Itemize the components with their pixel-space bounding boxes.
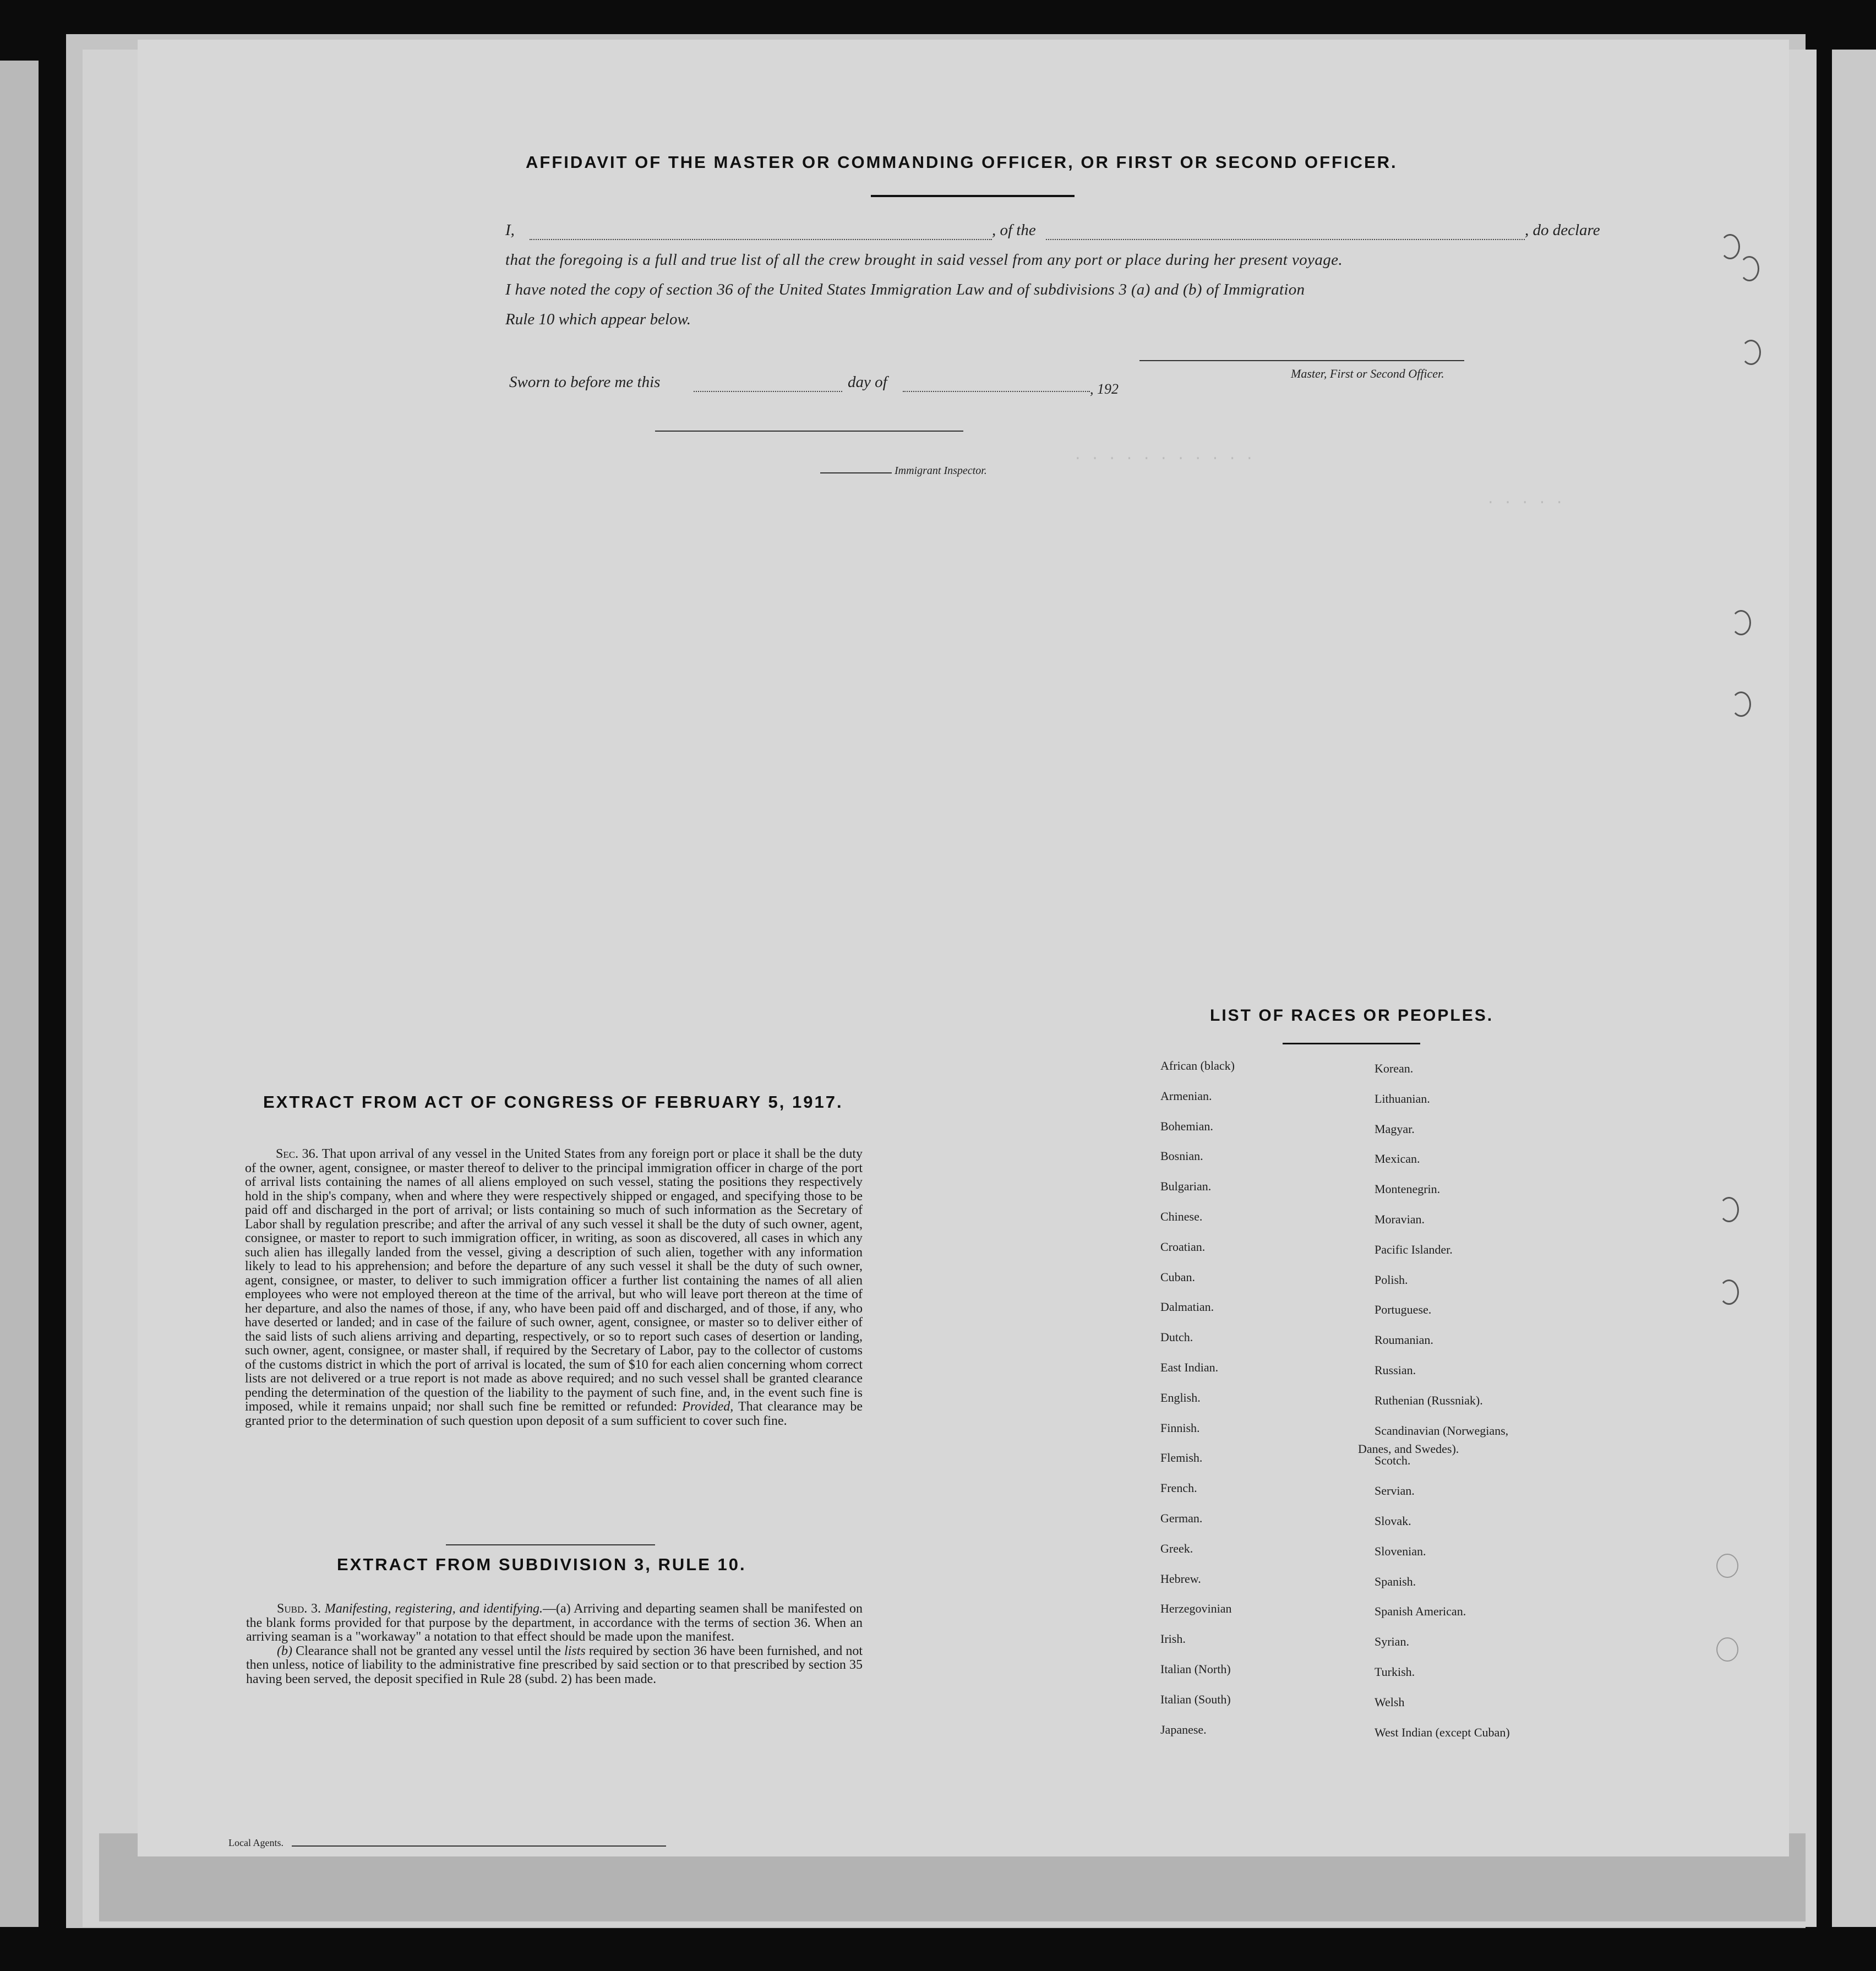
race-item-left: Dutch. [1160,1330,1193,1344]
binder-hole [1719,1197,1739,1222]
race-item-left: Italian (South) [1160,1692,1231,1706]
vessel-field[interactable] [1046,239,1525,240]
right-page-edge [1832,50,1876,1927]
left-page-edge [0,61,39,1927]
subd-label: Subd. 3. [277,1602,321,1616]
extract-act-heading: EXTRACT FROM ACT OF CONGRESS OF FEBRUARY 5, 1917. [263,1092,843,1112]
affidavit-line-2: that the foregoing is a full and true list of all the crew brought in said vessel from any port or place during her present voyage. [505,251,1343,269]
manifest-sheet [138,40,1789,1856]
inspector-label: Immigrant Inspector. [895,465,987,477]
race-item-left: Cuban. [1160,1270,1195,1284]
race-item-right: Scandinavian (Norwegians, [1375,1423,1509,1438]
heading-rule [871,195,1075,197]
part-a-text: Arriving and departing seamen shall be manifested on the blank forms provided for that purpose by the department, in accordance with the terms of section 36. When an arriving seaman is a "workaway" a notation to that effect should be made upon the manifest. [246,1602,863,1644]
race-item-right: Spanish American. [1375,1604,1466,1619]
race-item-right: Syrian. [1375,1635,1409,1649]
race-item-right: Pacific Islander. [1375,1242,1453,1256]
part-b-label: (b) [277,1643,292,1658]
declare-label: , do declare [1525,221,1600,239]
race-item-right: Ruthenian (Russniak). [1375,1393,1483,1407]
race-item-left: Armenian. [1160,1088,1212,1103]
race-item-left: English. [1160,1390,1201,1404]
sworn-prefix: Sworn to before me this [509,373,661,391]
day-of-label: day of [848,373,887,391]
race-item-right: Moravian. [1375,1212,1425,1226]
subd-title: Manifesting, registering, and identifying. [324,1602,543,1616]
race-item-right: Spanish. [1375,1574,1416,1588]
race-item-left: African (black) [1160,1059,1235,1072]
binder-hole [1716,1637,1738,1662]
affidavit-line-1 [505,221,515,239]
races-heading-rule [1283,1043,1420,1044]
provided-label: Provided, [682,1400,734,1414]
race-item-right: Lithuanian. [1375,1091,1430,1106]
race-item-right: Mexican. [1375,1152,1420,1166]
bleed-through-text: . . . . . [1486,491,1564,508]
inspector-signature-line[interactable] [655,431,963,432]
race-item-left: German. [1160,1511,1203,1525]
part-b-lists: lists [564,1643,586,1658]
rule-10-text [246,1602,863,1686]
race-item-right: Slovak. [1375,1514,1411,1528]
race-item-left: Chinese. [1160,1210,1203,1223]
race-item-right: Portuguese. [1375,1303,1432,1317]
race-item-right: Welsh [1375,1695,1405,1709]
race-item-left: Bohemian. [1160,1119,1213,1133]
race-item-right: Polish. [1375,1272,1408,1287]
race-item-right: Magyar. [1375,1121,1415,1136]
race-item-continued: Danes, and Swedes). [1358,1442,1459,1456]
inspector-dash [820,472,892,473]
sec-body-end: That clearance may be granted prior to the determination of such question upon deposit of a sum sufficient to cover such fine. [245,1400,863,1428]
race-item-left: French. [1160,1481,1197,1495]
part-a-label: —(a) [543,1602,571,1616]
race-item-right: Slovenian. [1375,1544,1426,1558]
race-item-left: Finnish. [1160,1420,1200,1435]
race-item-left: East Indian. [1160,1360,1219,1374]
sworn-day-field[interactable] [694,391,842,392]
race-item-right: Montenegrin. [1375,1182,1441,1196]
race-item-left: Irish. [1160,1632,1186,1646]
sec-body: That upon arrival of any vessel in the United States from any foreign port or place it shall be the duty of the owner, agent, consignee, or master thereof to deliver to the principal immigration officer in charge of the port of arrival lists containing the names of all aliens employed on such vessel, stating the positions they respectively hold in the ship's company, when and where they were respectively shipped or engaged, and specifying those to be paid off and discharged in the port of arrival; or lists containing so much of such information as the Secretary of Labor shall by regulation prescribe; and after the arrival of any such vessel it shall be the duty of such owner, agent, consignee, or master to report to such immigration officer, in writing, as soon as discovered, all cases in which any such alien has illegally landed from the vessel, giving a description of such alien, together with any information likely to lead to his apprehension; and before the departure of any such vessel it shall be the duty of such owner, agent, consignee, or master, to deliver to such immigration officer a further list containing the names of all alien employees who were not employed thereon at the time of the arrival, but who will leave port thereon at the time of her departure, and also the names of those, if any, who have been paid off and discharged, and of those, if any, who have deserted or landed; and in case of the failure of such owner, agent, consignee, or master so to deliver either of the said lists of such aliens arriving and departing, respectively, or so to report such cases of desertion or landing, such owner, agent, consignee, or master shall, if required by the Secretary of Labor, pay to the collector of customs of the customs district in which the port of arrival is located, the sum of $10 for each alien concerning whom correct lists are not delivered or a true report is not made as above required; and no such vessel shall be granted clearance pending the determination of the question of the liability to the payment of such fine, and, in the event such fine is imposed, while it remains unpaid; nor shall such fine be remitted or refunded: [245,1147,863,1414]
race-item-right: Turkish. [1375,1665,1415,1679]
race-item-right: Korean. [1375,1061,1414,1075]
binder-hole [1720,234,1740,259]
master-signature-line[interactable] [1139,360,1464,361]
race-item-left: Italian (North) [1160,1662,1231,1676]
affidavit-line-4: Rule 10 which appear below. [505,311,691,328]
race-item-left: Greek. [1160,1541,1193,1555]
of-the-label: , of the [992,221,1036,239]
year-label: , 192 [1090,381,1119,397]
race-item-left: Bosnian. [1160,1149,1203,1163]
race-item-right: West Indian (except Cuban) [1375,1725,1510,1739]
affidavit-heading: AFFIDAVIT OF THE MASTER OR COMMANDING OFFICER, OR FIRST OR SECOND OFFICER. [526,153,1398,172]
race-item-right: Russian. [1375,1363,1416,1377]
master-label: Master, First or Second Officer. [1291,367,1444,380]
race-item-left: Dalmatian. [1160,1300,1214,1314]
binder-hole [1716,1554,1738,1578]
bleed-through-text: . . . . . . . . . . . [1073,447,1254,464]
affidavit-i: I, [505,221,515,239]
part-b-text-1: Clearance shall not be granted any vessel until the [296,1643,561,1658]
race-item-right: Scotch. [1375,1453,1411,1468]
sec-label: Sec. 36. [276,1147,319,1161]
race-item-left: Flemish. [1160,1451,1203,1465]
binder-hole [1719,1279,1739,1305]
race-item-right: Roumanian. [1375,1333,1433,1347]
extract-rule-heading: EXTRACT FROM SUBDIVISION 3, RULE 10. [337,1555,746,1574]
affidavit-line-3: I have noted the copy of section 36 of the United States Immigration Law and of subdivisions 3 (a) and (b) of Immigration [505,281,1305,298]
race-item-left: Bulgarian. [1160,1179,1212,1194]
binder-hole [1741,340,1761,365]
binder-hole [1731,692,1751,717]
name-field[interactable] [530,239,992,240]
part-b-text-2: required by section 36 have been furnished, and not then unless, notice of liability to the administrative fine prescribed by said section or to that prescribed by section 35 having been served, the deposit specified in Rule 28 (subd. 2) has been made. [246,1643,863,1686]
race-item-left: Hebrew. [1160,1571,1201,1586]
binder-hole [1739,256,1759,281]
race-item-left: Herzegovinian [1160,1602,1232,1616]
races-heading: LIST OF RACES OR PEOPLES. [1210,1006,1494,1025]
race-item-left: Japanese. [1160,1722,1207,1736]
local-agents-label: Local Agents. [228,1837,283,1848]
race-item-right: Servian. [1375,1484,1415,1498]
local-agents-line[interactable] [292,1845,666,1847]
section-divider [446,1544,655,1545]
binder-hole [1731,610,1751,635]
sworn-month-field[interactable] [903,391,1090,392]
section-36-text [245,1147,863,1428]
race-item-left: Croatian. [1160,1239,1206,1254]
